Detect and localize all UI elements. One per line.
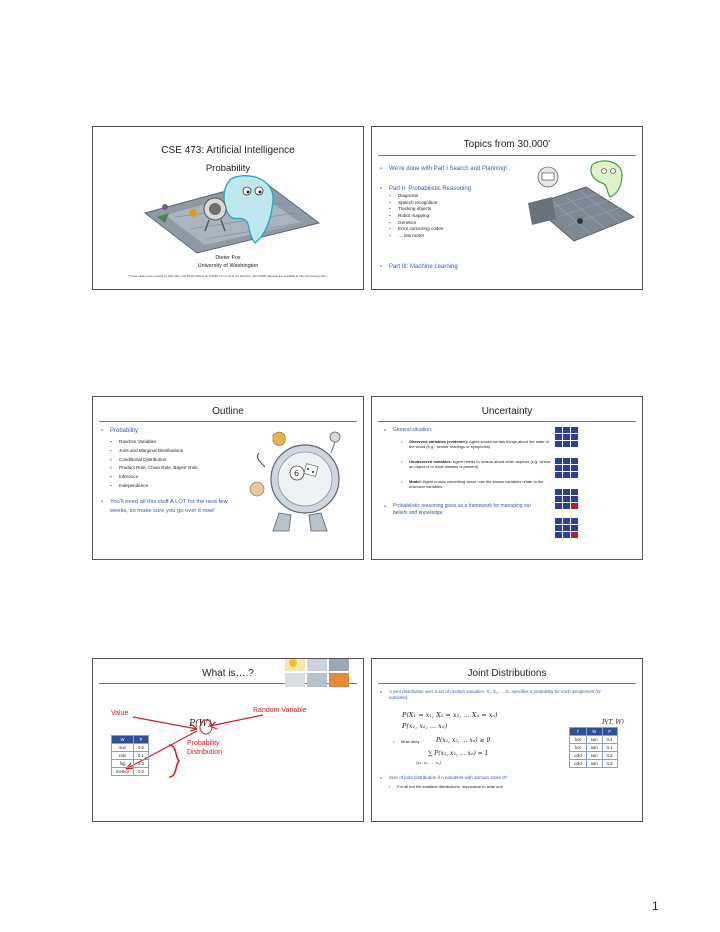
grid-cell <box>571 518 578 524</box>
table-row <box>112 752 149 760</box>
grid-cell <box>555 518 562 524</box>
topic-item: ▪ Diagnosis <box>389 193 530 200</box>
joint-assignment-equation: P(X₁ = x₁, X₂ = x₂, … Xₙ = xₙ) <box>402 711 498 719</box>
random-variable-label: Random Variable <box>253 707 307 714</box>
grid-cell <box>555 465 562 471</box>
unobserved-variables-item <box>401 459 553 469</box>
author-name: Dieter Fox <box>215 255 241 261</box>
grid-cell <box>571 434 578 440</box>
grid-cell <box>571 496 578 502</box>
belief-grid <box>555 518 578 538</box>
grid-cell <box>563 427 570 433</box>
grid-cell <box>563 458 570 464</box>
normalization-subscript: (x₁, x₂, … xₙ) <box>416 760 442 765</box>
grid-cell <box>563 489 570 495</box>
model-label: Model: <box>409 479 422 484</box>
joint-size-answer: ▪ For all but the smallest distributions, impractical to write out! <box>389 784 630 789</box>
outline-item: ▪ Joint and Marginal Distributions <box>110 447 251 456</box>
grid-cell <box>555 503 562 509</box>
slide-title: Topics from 30,000’ <box>463 139 551 150</box>
belief-grid <box>555 427 578 447</box>
bullet-probability: ▪ Probability <box>101 427 251 435</box>
table-cell: 0.6 <box>134 744 149 752</box>
model-item <box>401 479 553 489</box>
table-row <box>570 736 618 744</box>
grid-cell <box>563 472 570 478</box>
outline-item: ▪ Inference <box>110 473 251 482</box>
slide-cse473-title <box>92 126 364 290</box>
slide-subtitle: Probability <box>205 163 251 174</box>
table-cell: hot <box>570 736 587 744</box>
table-cell: sun <box>586 752 602 760</box>
grid-cell <box>555 458 562 464</box>
table-cell: 0.1 <box>602 744 617 752</box>
probability-label: Probability <box>187 740 220 747</box>
joint-distribution-table <box>569 727 618 768</box>
observed-variables-label: Observed variables (evidence): <box>409 439 469 444</box>
grid-cell <box>555 496 562 502</box>
observed-variables-item <box>401 439 553 449</box>
joint-table-label: P(T, W) <box>602 719 624 726</box>
value-label: Value <box>111 710 129 717</box>
table-cell: sun <box>112 744 134 752</box>
grid-cell-highlight <box>571 503 578 509</box>
grid-cell <box>555 441 562 447</box>
topic-item: ▪ Genetics <box>389 220 530 227</box>
joint-size-question: ▪ Size of joint distribution if n variables with domain sizes d? <box>380 775 630 781</box>
belief-grid <box>555 489 578 509</box>
slide-uncertainty <box>371 396 643 560</box>
bullet-part-one: ▪ We’re done with Part I Search and Planning! <box>380 165 530 173</box>
observed-variables-text: Agent knows certain things about the state of the world (e.g., sensor readings or symptoms) <box>409 439 549 450</box>
unobserved-variables-label: Unobserved variables: <box>409 459 452 464</box>
joint-shorthand-equation: P(x₁, x₂, … xₙ) <box>402 722 448 730</box>
outline-item: ▪ Independence <box>110 482 251 491</box>
table-row <box>112 760 149 768</box>
slide-title: What is….? <box>202 668 254 679</box>
grid-cell <box>555 532 562 538</box>
grid-cell <box>571 441 578 447</box>
title-rule <box>378 155 636 156</box>
table-row <box>570 744 618 752</box>
table-cell: rain <box>586 744 602 752</box>
grid-cell-highlight <box>571 532 578 538</box>
table-header: W <box>112 736 134 744</box>
topic-item: ▪ Tracking objects <box>389 206 530 213</box>
weather-distribution-table <box>111 735 149 776</box>
outline-item: ▪ Conditional Distribution <box>110 456 251 465</box>
title-rule <box>378 683 636 684</box>
normalization-equation: ∑ P(x₁, x₂, … xₙ) = 1 <box>428 750 489 757</box>
astronaut-robot-illustration <box>245 427 357 537</box>
grid-cell <box>563 525 570 531</box>
grid-cell <box>571 472 578 478</box>
nonnegativity-equation: P(x₁, x₂, … xₙ) ≥ 0 <box>436 737 491 744</box>
credit-footnote: [These slides were created by Dan Klein and Pieter Abbeel for CS188 Intro to AI at UC Berkeley. All CS188 materials are available at http://ai.berkeley.edu.] <box>128 274 328 278</box>
grid-cell <box>563 532 570 538</box>
grid-cell <box>571 525 578 531</box>
table-cell: sun <box>586 736 602 744</box>
table-cell: 0.1 <box>134 752 149 760</box>
grid-cell <box>555 472 562 478</box>
slide-title: Uncertainty <box>481 406 533 417</box>
table-cell: rain <box>112 752 134 760</box>
topic-item: ▪ Speech recognition <box>389 200 530 207</box>
bullet-probabilistic-reasoning: ▪ Probabilistic reasoning gives us a framework for managing our beliefs and knowledge <box>384 503 536 517</box>
robot-grid-illustration <box>522 157 636 243</box>
table-header: P <box>602 728 617 736</box>
model-text: Agent knows something about how the known variables relate to the unknown variables <box>409 479 544 490</box>
table-cell: meteor <box>112 768 134 776</box>
unobserved-variables-text: Agent needs to reason about other aspects (e.g. where an object is or what disease is present) <box>409 459 551 470</box>
slide-title: Outline <box>212 406 244 417</box>
table-header: W <box>586 728 602 736</box>
table-row <box>570 760 618 768</box>
outline-item: ▪ Product Rule, Chain Rule, Bayes’ Rule <box>110 464 251 473</box>
author-affiliation: University of Washington <box>197 263 259 269</box>
grid-cell <box>563 434 570 440</box>
bullet-part-two: ▪ Part II: Probabilistic Reasoning <box>380 185 530 193</box>
table-cell: rain <box>586 760 602 768</box>
grid-cell <box>563 496 570 502</box>
table-cell: fog <box>112 760 134 768</box>
grid-cell <box>571 458 578 464</box>
joint-distribution-definition: ▪ A joint distribution over a set of random variables: X₁, X₂, … Xₙ specifies a probability for each assignment (or outcome): <box>380 689 620 701</box>
distribution-label: Distribution <box>187 749 223 756</box>
bullet-part-three: ▪ Part III: Machine Learning <box>380 263 530 271</box>
table-cell: hot <box>570 744 587 752</box>
slide-joint-distributions <box>371 658 643 822</box>
slide-what-is <box>92 658 364 822</box>
slide-title: CSE 473: Artificial Intelligence <box>161 145 295 156</box>
title-rule <box>99 421 357 422</box>
grid-cell <box>563 503 570 509</box>
grid-cell <box>555 434 562 440</box>
table-cell: 0.0 <box>134 768 149 776</box>
table-row <box>570 752 618 760</box>
grid-cell <box>571 489 578 495</box>
table-cell: 0.3 <box>134 760 149 768</box>
slide-topics <box>371 126 643 290</box>
table-header: T <box>570 728 587 736</box>
table-cell: 0.3 <box>602 760 617 768</box>
topic-item: ▪ Robot mapping <box>389 213 530 220</box>
grid-cell <box>555 489 562 495</box>
grid-cell <box>563 518 570 524</box>
topic-item: ▪ Error correcting codes <box>389 226 530 233</box>
table-cell: 0.2 <box>602 752 617 760</box>
table-row <box>112 744 149 752</box>
grid-cell <box>555 525 562 531</box>
bullet-general-situation: ▪ General situation: <box>384 427 544 434</box>
grid-cell <box>571 427 578 433</box>
grid-cell <box>555 427 562 433</box>
table-cell: cold <box>570 760 587 768</box>
bullet-study-note: ▪ You’ll need all this stuff A LOT for the next few weeks, so make sure you go over it now! <box>101 498 243 516</box>
table-cell: cold <box>570 752 587 760</box>
belief-grid <box>555 458 578 478</box>
svg-text:6: 6 <box>294 469 300 478</box>
outline-item: ▪ Random Variables <box>110 438 251 447</box>
grid-cell <box>563 441 570 447</box>
table-header: P <box>134 736 149 744</box>
must-obey-label: ▪ Must obey: <box>393 739 421 744</box>
table-row <box>112 768 149 776</box>
slide-outline <box>92 396 364 560</box>
grid-cell <box>571 465 578 471</box>
title-rule <box>378 421 636 422</box>
grid-cell <box>563 465 570 471</box>
pacman-ghost-illustration <box>135 173 325 255</box>
topic-item: ▪ … lots more! <box>389 233 530 240</box>
table-cell: 0.4 <box>602 736 617 744</box>
slide-title: Joint Distributions <box>467 668 547 679</box>
probability-expression: P(W) <box>189 719 212 729</box>
page-number: 1 <box>652 899 659 913</box>
